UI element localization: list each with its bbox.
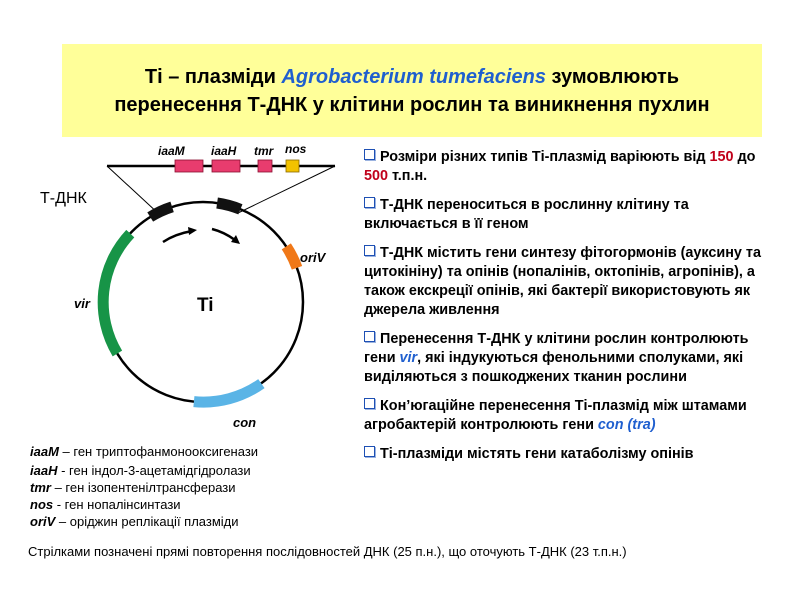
legend-desc: – ген ізопентенілтрансферази: [50, 480, 236, 495]
plasmid-label: Ti: [197, 295, 214, 316]
title-prefix: Ті – плазміди: [144, 65, 282, 88]
vir-gene-term: vir: [399, 350, 418, 366]
vir-region-arc: [103, 234, 130, 354]
bullet-list: [364, 148, 774, 474]
checkbox-bullet-icon: [364, 197, 375, 208]
zoom-line-right: [238, 166, 335, 213]
title-line-2: перенесення Т-ДНК у клітини рослин та виникнення пухлин: [114, 93, 710, 116]
legend-item-nos: [30, 496, 360, 513]
legend-item-tmr: [30, 479, 360, 496]
checkbox-bullet-icon: [364, 398, 375, 409]
title-banner: [62, 44, 762, 137]
bullet-text: Т-ДНК переноситься в рослинну клітину та включається в її геном: [364, 197, 689, 232]
tdna-right-border: [217, 203, 240, 209]
nos-gene-box: [286, 160, 299, 172]
bullet-text: Розміри різних типів Ті-плазмід варіюють від: [380, 149, 710, 165]
vir-label: vir: [74, 296, 90, 311]
bullet-text: Перенесення Т-ДНК у клітини рослин контролюють гени: [364, 331, 749, 366]
con-gene-term: con (tra): [597, 417, 656, 433]
bullet-text: , які індукуються фенольними сполуками, які виділяються з пошкоджених тканин рослини: [364, 350, 744, 385]
iaaH-gene-box: [212, 160, 240, 172]
checkbox-bullet-icon: [364, 149, 375, 160]
legend-item-iaaH: [30, 462, 360, 479]
con-region-arc: [194, 384, 262, 402]
iaaM-gene-box: [175, 160, 203, 172]
plasmid-svg: [0, 135, 362, 435]
tmr-gene-box: [258, 160, 272, 172]
checkbox-bullet-icon: [364, 446, 375, 457]
con-label: con: [233, 415, 257, 430]
bullet-item: [364, 330, 774, 387]
bullet-text: Ті-плазміди містять гени катаболізму опінів: [380, 446, 694, 462]
zoom-line-left: [107, 166, 160, 215]
tmr-label: tmr: [254, 144, 274, 158]
legend-desc: – ген триптофанмонооксигенази: [58, 444, 259, 459]
repeat-arrow-right: [212, 229, 235, 240]
bullet-text: Кон’югаційне перенесення Ті-плазмід між штамами агробактерій контролюють гени: [364, 398, 747, 433]
bullet-item: [364, 244, 774, 320]
ti-plasmid-diagram: [0, 135, 362, 435]
repeat-arrow-left-head: [188, 227, 197, 235]
bullet-item: [364, 196, 774, 234]
iaaM-label: iaaM: [158, 144, 185, 158]
legend-term: oriV: [30, 514, 56, 529]
repeat-arrow-left: [163, 231, 192, 242]
size-max-value: 500: [364, 168, 389, 184]
legend-term: nos: [30, 497, 54, 512]
size-min-value: 150: [709, 149, 734, 165]
legend-term: iaaH: [30, 463, 58, 478]
bullet-item: [364, 445, 774, 464]
iaaH-label: iaaH: [211, 144, 237, 158]
bullet-text: т.п.н.: [388, 168, 428, 184]
bullet-item: [364, 397, 774, 435]
gene-legend: [30, 443, 360, 530]
legend-desc: - ген індол-3-ацетамідгідролази: [57, 463, 251, 478]
legend-desc: – оріджин реплікації плазміди: [55, 514, 239, 529]
legend-item-iaaM: [30, 443, 360, 460]
oriV-region-arc: [286, 246, 297, 267]
bullet-text: до: [733, 149, 756, 165]
footnote: Стрілками позначені прямі повторення послідовностей ДНК (25 п.н.), що оточують Т-ДНК (23 т.п.н.): [28, 544, 627, 559]
oriV-label: oriV: [300, 250, 326, 265]
checkbox-bullet-icon: [364, 331, 375, 342]
legend-term: tmr: [30, 480, 51, 495]
legend-item-oriV: [30, 513, 360, 530]
title-organism: Agrobacterium tumefaciens: [281, 65, 546, 88]
nos-label: nos: [285, 142, 307, 156]
title-suffix: зумовлюють: [545, 65, 680, 88]
legend-term: iaaM: [30, 444, 59, 459]
checkbox-bullet-icon: [364, 245, 375, 256]
bullet-item: [364, 148, 774, 186]
tdna-label: Т-ДНК: [40, 190, 87, 207]
bullet-text: Т-ДНК містить гени синтезу фітогормонів (ауксину та цитокініну) та опінів (нопалінів, октопінів, агропінів), а також екскреції опінів, які бактерії використовують як джерела живлення: [364, 245, 761, 318]
legend-desc: - ген нопалінсинтази: [53, 497, 181, 512]
title-line-1: [145, 63, 679, 91]
